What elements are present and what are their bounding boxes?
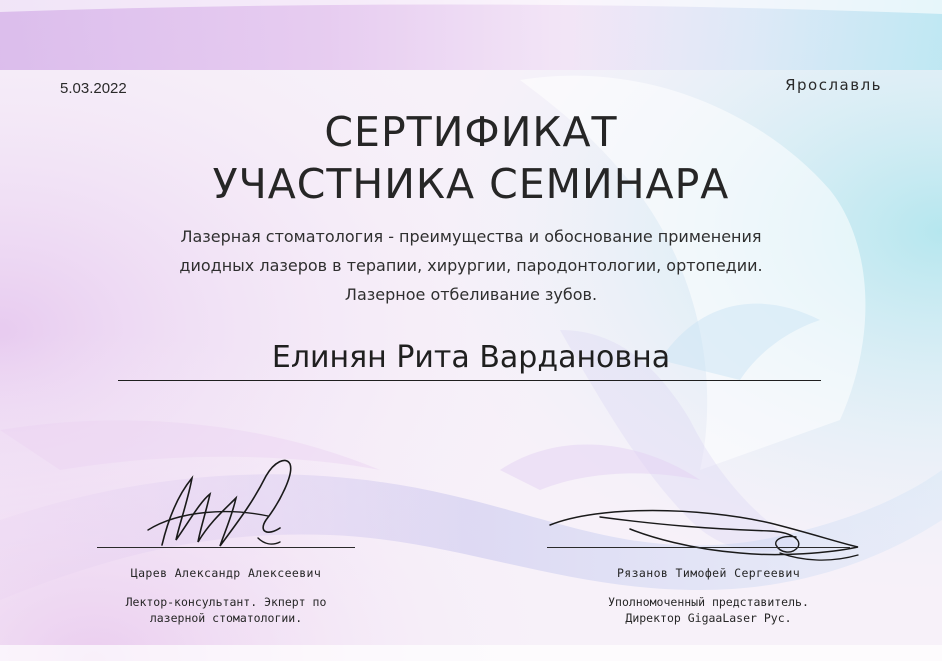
signature-line-lecturer — [97, 547, 355, 548]
recipient-underline — [118, 380, 821, 381]
director-role-line1: Уполномоченный представитель. — [608, 595, 809, 609]
seminar-topic-line2: диодных лазеров в терапии, хирургии, пародонтологии, ортопедии. — [179, 256, 763, 275]
signature-line-director — [547, 547, 850, 548]
certificate-title: СЕРТИФИКАТ — [324, 108, 618, 156]
signature-lecturer — [140, 450, 300, 555]
signature-director — [540, 495, 870, 570]
lecturer-role-line2: лазерной стоматологии. — [149, 611, 303, 625]
issue-date: 5.03.2022 — [60, 80, 127, 97]
lecturer-role-line1: Лектор-консультант. Экперт по — [125, 595, 327, 609]
director-name: Рязанов Тимофей Сергеевич — [616, 566, 801, 580]
recipient-name: Елинян Рита Вардановна — [271, 340, 671, 375]
lecturer-name: Царев Александр Алексеевич — [130, 566, 322, 580]
director-role-line2: Директор GigaaLaser Рус. — [625, 611, 792, 625]
seminar-topic-line3: Лазерное отбеливание зубов. — [344, 285, 598, 304]
seminar-topic-line1: Лазерная стоматология - преимущества и обоснование применения — [180, 227, 762, 246]
certificate-title-line2: УЧАСТНИКА СЕМИНАРА — [212, 160, 730, 208]
issue-city: Ярославль — [785, 76, 882, 94]
